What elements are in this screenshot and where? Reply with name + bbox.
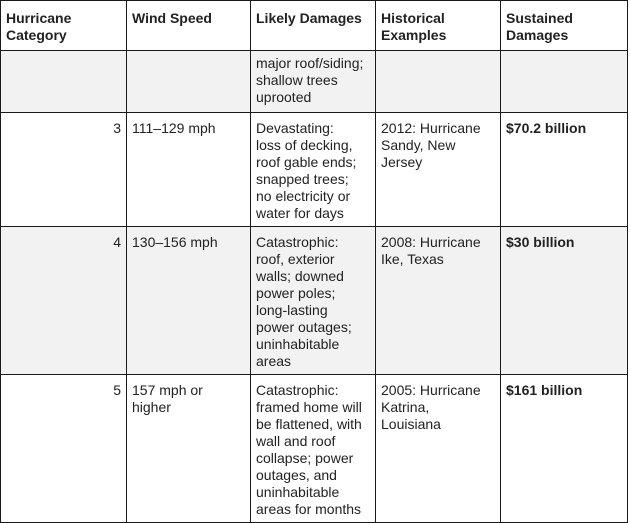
sustained-damages-cell: $70.2 billion xyxy=(501,113,628,227)
category-cell: 4 xyxy=(1,227,127,375)
historical-example-cell xyxy=(376,51,501,113)
header-historical-examples: Historical Examples xyxy=(376,1,501,51)
category-cell xyxy=(1,51,127,113)
table-row xyxy=(1,227,628,375)
table-row xyxy=(1,51,628,113)
likely-damages-cell: Catastrophic: framed home will be flattened, with wall and roof collapse; power outages, and uninhabitable areas for months xyxy=(251,375,376,523)
likely-damages-cell: Catastrophic: roof, exterior walls; downed power poles; long-lasting power outages; uninhabitable areas xyxy=(251,227,376,375)
sustained-damages-cell: $30 billion xyxy=(501,227,628,375)
wind-speed-cell: 157 mph or higher xyxy=(127,375,251,523)
header-category: Hurricane Category xyxy=(1,1,127,51)
table-row xyxy=(1,375,628,523)
category-cell: 3 xyxy=(1,113,127,227)
header-likely-damages: Likely Damages xyxy=(251,1,376,51)
wind-speed-cell: 130–156 mph xyxy=(127,227,251,375)
historical-example-cell: 2012: Hurricane Sandy, New Jersey xyxy=(376,113,501,227)
header-wind-speed: Wind Speed xyxy=(127,1,251,51)
header-sustained-damages: Sustained Damages xyxy=(501,1,628,51)
sustained-damages-cell xyxy=(501,51,628,113)
wind-speed-cell xyxy=(127,51,251,113)
likely-damages-cell: Devastating: loss of decking, roof gable ends; snapped trees; no electricity or water for days xyxy=(251,113,376,227)
category-cell: 5 xyxy=(1,375,127,523)
historical-example-cell: 2008: Hurricane Ike, Texas xyxy=(376,227,501,375)
header-row xyxy=(1,1,628,51)
wind-speed-cell: 111–129 mph xyxy=(127,113,251,227)
table-row xyxy=(1,113,628,227)
likely-damages-cell: major roof/siding; shallow trees uprooted xyxy=(251,51,376,113)
historical-example-cell: 2005: Hurricane Katrina, Louisiana xyxy=(376,375,501,523)
sustained-damages-cell: $161 billion xyxy=(501,375,628,523)
